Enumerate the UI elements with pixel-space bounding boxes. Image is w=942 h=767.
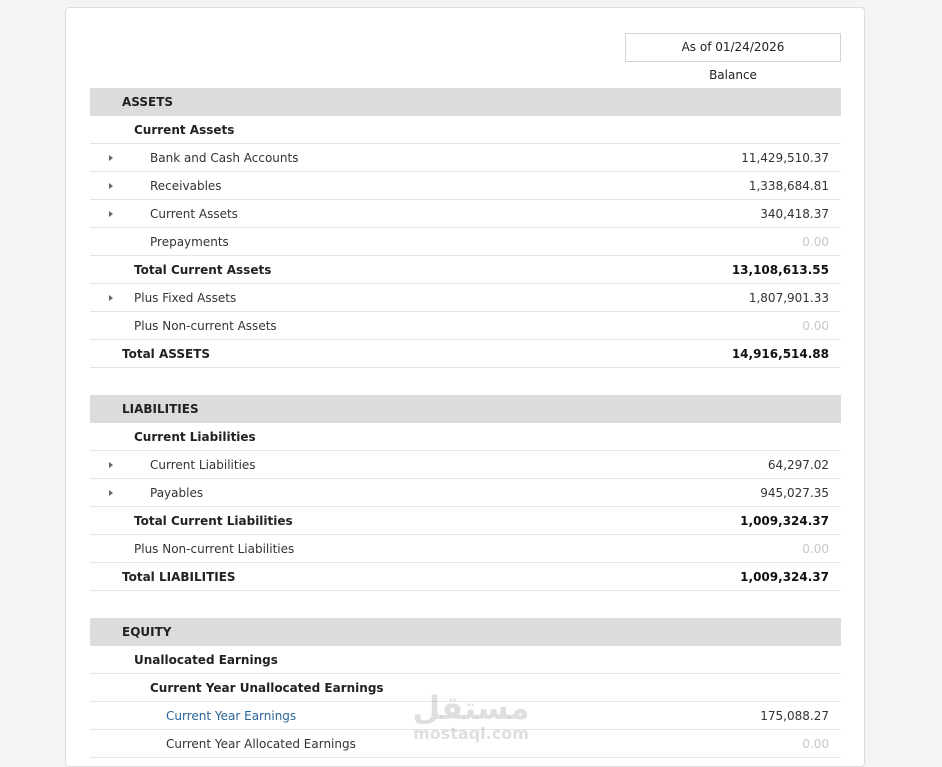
row-label: Plus Non-current Liabilities bbox=[134, 542, 295, 556]
row-label: Current Assets bbox=[134, 123, 235, 137]
balance-column-header: Balance bbox=[709, 68, 757, 82]
row-label: LIABILITIES bbox=[122, 402, 199, 416]
row-value: 1,009,324.37 bbox=[740, 570, 829, 584]
row-label: Unallocated Earnings bbox=[134, 653, 278, 667]
report-row-total-current-assets bbox=[90, 256, 841, 284]
row-label[interactable]: Current Year Earnings bbox=[166, 709, 297, 723]
report-row-bank-and-cash-accounts[interactable] bbox=[90, 144, 841, 172]
row-label: Current Year Unallocated Earnings bbox=[150, 681, 384, 695]
row-value: 0.00 bbox=[802, 319, 829, 333]
expand-caret-icon[interactable] bbox=[109, 155, 113, 161]
report-row-current-assets[interactable] bbox=[90, 200, 841, 228]
row-value: 0.00 bbox=[802, 235, 829, 249]
expand-caret-icon[interactable] bbox=[109, 183, 113, 189]
row-label: Receivables bbox=[150, 179, 222, 193]
report-row-payables[interactable] bbox=[90, 479, 841, 507]
report-row-prepayments bbox=[90, 228, 841, 256]
section-spacer bbox=[90, 591, 841, 618]
row-label: Total ASSETS bbox=[122, 347, 211, 361]
report-row-current-liabilities bbox=[90, 423, 841, 451]
row-value: 340,418.37 bbox=[760, 207, 829, 221]
report-row-current-assets bbox=[90, 116, 841, 144]
row-value: 0.00 bbox=[802, 542, 829, 556]
row-label: Bank and Cash Accounts bbox=[150, 151, 299, 165]
report-row-current-year-earnings[interactable] bbox=[90, 702, 841, 730]
section-header-equity bbox=[90, 618, 841, 646]
report-row-current-year-unallocated-earnings bbox=[90, 674, 841, 702]
report-row-plus-non-current-assets bbox=[90, 312, 841, 340]
report-row-total-assets bbox=[90, 340, 841, 368]
expand-caret-icon[interactable] bbox=[109, 211, 113, 217]
report-row-plus-non-current-liabilities bbox=[90, 535, 841, 563]
expand-caret-icon[interactable] bbox=[109, 490, 113, 496]
row-label: Total LIABILITIES bbox=[122, 570, 236, 584]
row-value: 945,027.35 bbox=[760, 486, 829, 500]
report-row-plus-fixed-assets[interactable] bbox=[90, 284, 841, 312]
report-row-unallocated-earnings bbox=[90, 646, 841, 674]
row-label: Plus Non-current Assets bbox=[134, 319, 277, 333]
row-value: 13,108,613.55 bbox=[731, 263, 829, 277]
section-header-liabilities bbox=[90, 395, 841, 423]
row-label: Prepayments bbox=[150, 235, 229, 249]
row-label: Current Liabilities bbox=[150, 458, 256, 472]
row-value: 1,807,901.33 bbox=[748, 291, 829, 305]
date-filter-button[interactable]: As of 01/24/2026 bbox=[625, 33, 841, 62]
section-spacer bbox=[90, 368, 841, 395]
row-value: 1,338,684.81 bbox=[748, 179, 829, 193]
row-value: 0.00 bbox=[802, 737, 829, 751]
row-label: Current Assets bbox=[150, 207, 238, 221]
section-header-assets bbox=[90, 88, 841, 116]
balance-sheet-card bbox=[65, 7, 865, 767]
row-label: EQUITY bbox=[122, 625, 172, 639]
report-row-receivables[interactable] bbox=[90, 172, 841, 200]
report-row-total-current-liabilities bbox=[90, 507, 841, 535]
report-row-current-liabilities[interactable] bbox=[90, 451, 841, 479]
report-row-current-year-allocated-earnings bbox=[90, 730, 841, 758]
row-value: 11,429,510.37 bbox=[741, 151, 829, 165]
row-label: Current Liabilities bbox=[134, 430, 256, 444]
row-label: Payables bbox=[150, 486, 204, 500]
expand-caret-icon[interactable] bbox=[109, 462, 113, 468]
expand-caret-icon[interactable] bbox=[109, 295, 113, 301]
report-row-total-liabilities bbox=[90, 563, 841, 591]
row-label: Current Year Allocated Earnings bbox=[166, 737, 356, 751]
row-label: Plus Fixed Assets bbox=[134, 291, 237, 305]
row-value: 64,297.02 bbox=[767, 458, 829, 472]
balance-sheet-report bbox=[90, 88, 841, 758]
row-label: Total Current Liabilities bbox=[134, 514, 293, 528]
row-value: 175,088.27 bbox=[760, 709, 829, 723]
row-label: ASSETS bbox=[122, 95, 174, 109]
row-label: Total Current Assets bbox=[134, 263, 272, 277]
row-value: 1,009,324.37 bbox=[740, 514, 829, 528]
row-value: 14,916,514.88 bbox=[731, 347, 829, 361]
